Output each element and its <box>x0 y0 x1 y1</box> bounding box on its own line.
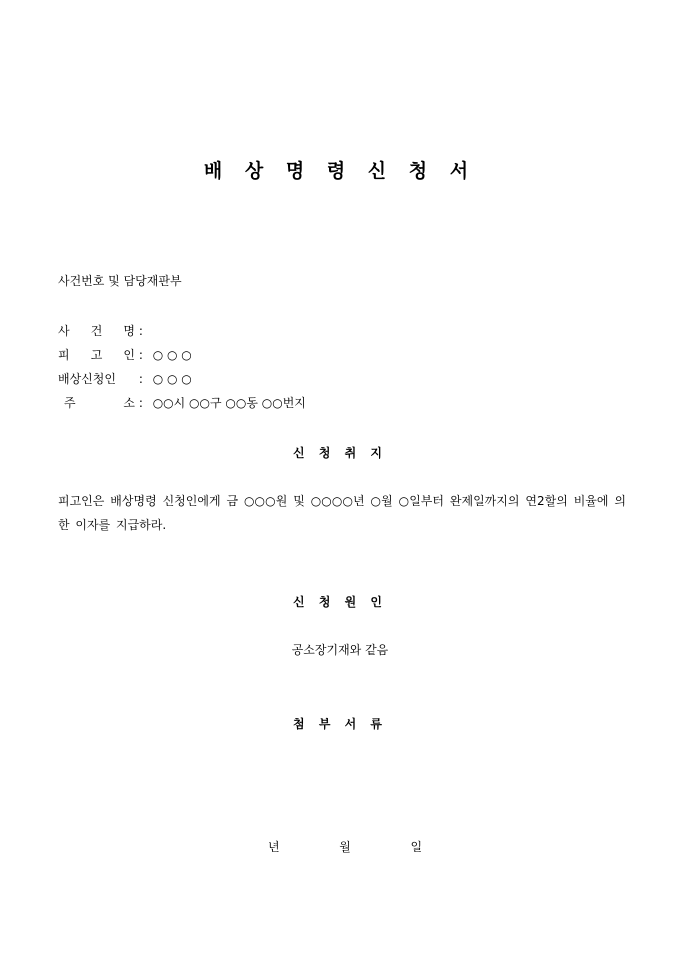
field-address <box>58 394 306 411</box>
field-colon: : <box>138 372 143 386</box>
purpose-body: 피고인은 배상명령 신청인에게 금 ○○○원 및 ○○○○년 ○월 ○일부터 완제일까지의 연2할의 비율에 의한 이자를 지급하라. <box>58 494 626 532</box>
field-label: 사 건 명 <box>58 324 135 338</box>
field-colon: : <box>138 396 143 410</box>
section-heading-attachments: 첨 부 서 류 <box>293 717 387 731</box>
section-heading-cause: 신 청 원 인 <box>293 595 387 609</box>
field-label: 배상신청인 <box>58 372 116 386</box>
document-title: 배 상 명 령 신 청 서 <box>203 160 477 182</box>
date-line <box>268 838 422 855</box>
field-case-name <box>58 322 153 339</box>
field-value: ○ ○ ○ <box>152 372 192 386</box>
case-number-header: 사건번호 및 담당재판부 <box>58 274 182 288</box>
date-year: 년 <box>268 840 280 854</box>
field-label: 주 소 <box>64 396 135 410</box>
field-label: 피 고 인 <box>58 348 135 362</box>
field-colon: : <box>138 324 143 338</box>
date-month: 월 <box>339 840 351 854</box>
field-defendant <box>58 346 192 363</box>
cause-body: 공소장기재와 같음 <box>291 643 389 657</box>
field-applicant <box>58 370 192 387</box>
field-value: ○○시 ○○구 ○○동 ○○번지 <box>152 396 306 410</box>
field-value: ○ ○ ○ <box>152 348 192 362</box>
date-day: 일 <box>410 840 423 854</box>
field-colon: : <box>138 348 143 362</box>
section-heading-purpose: 신 청 취 지 <box>293 446 387 460</box>
